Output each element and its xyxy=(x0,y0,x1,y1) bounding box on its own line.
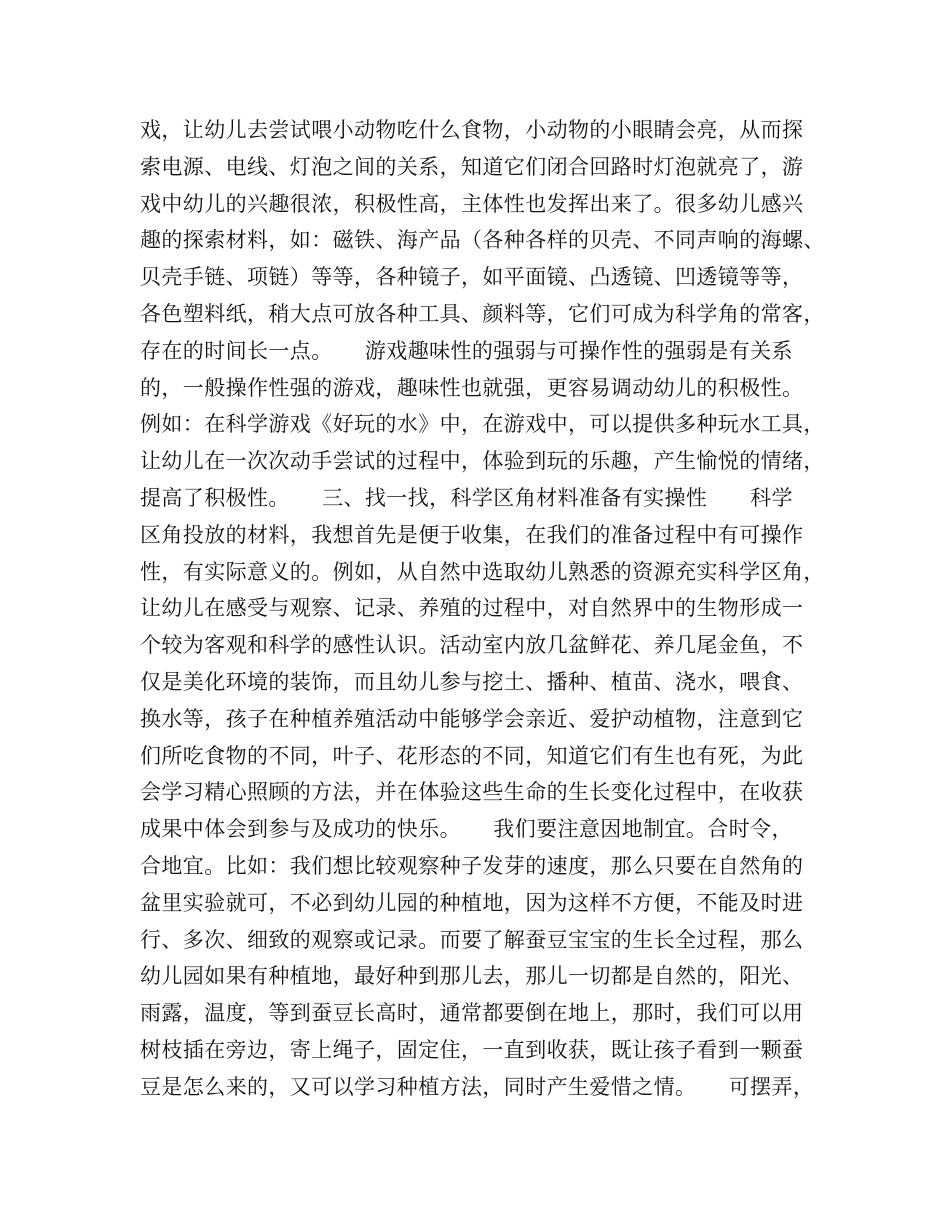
text-line: 幼儿园如果有种植地，最好种到那儿去，那儿一切都是自然的，阳光、 xyxy=(140,964,804,989)
text-line: 索电源、电线、灯泡之间的关系，知道它们闭合回路时灯泡就亮了，游 xyxy=(140,154,804,179)
text-line: 盆里实验就可，不必到幼儿园的种植地，因为这样不方便，不能及时进 xyxy=(140,890,804,915)
text-line: 让幼儿在一次次动手尝试的过程中，体验到玩的乐趣，产生愉悦的情绪， xyxy=(140,449,825,474)
text-line: 行、多次、细致的观察或记录。而要了解蚕豆宝宝的生长全过程，那么 xyxy=(140,927,804,952)
text-line: 提高了积极性。 三、找一找，科学区角材料准备有实操性 科学 xyxy=(140,485,793,510)
text-line: 让幼儿在感受与观察、记录、养殖的过程中，对自然界中的生物形成一 xyxy=(140,596,804,621)
text-line: 个较为客观和科学的感性认识。活动室内放几盆鲜花、养几尾金鱼，不 xyxy=(140,633,804,658)
text-line: 贝壳手链、项链）等等，各种镜子，如平面镜、凸透镜、凹透镜等等， xyxy=(140,265,804,290)
text-line: 树枝插在旁边，寄上绳子，固定住，一直到收获，既让孩子看到一颗蚕 xyxy=(140,1037,804,1062)
body-text xyxy=(140,112,840,1106)
text-line: 存在的时间长一点。 游戏趣味性的强弱与可操作性的强弱是有关系 xyxy=(140,338,793,363)
text-line: 各色塑料纸，稍大点可放各种工具、颜料等，它们可成为科学角的常客， xyxy=(140,301,825,326)
text-line: 区角投放的材料，我想首先是便于收集，在我们的准备过程中有可操作 xyxy=(140,522,804,547)
text-line: 戏中幼儿的兴趣很浓，积极性高，主体性也发挥出来了。很多幼儿感兴 xyxy=(140,191,804,216)
text-line: 们所吃食物的不同，叶子、花形态的不同，知道它们有生也有死，为此 xyxy=(140,743,804,768)
text-line: 合地宜。比如：我们想比较观察种子发芽的速度，那么只要在自然角的 xyxy=(140,853,804,878)
text-line: 性，有实际意义的。例如，从自然中选取幼儿熟悉的资源充实科学区角， xyxy=(140,559,825,584)
text-line: 豆是怎么来的，又可以学习种植方法，同时产生爱惜之情。 可摆弄， xyxy=(140,1074,815,1099)
text-line: 换水等，孩子在种植养殖活动中能够学会亲近、爱护动植物，注意到它 xyxy=(140,706,804,731)
text-line: 例如：在科学游戏《好玩的水》中，在游戏中，可以提供多种玩水工具， xyxy=(140,412,825,437)
text-line: 戏，让幼儿去尝试喂小动物吃什么食物，小动物的小眼睛会亮，从而探 xyxy=(140,118,804,142)
text-line: 雨露，温度，等到蚕豆长高时，通常都要倒在地上，那时，我们可以用 xyxy=(140,1001,804,1026)
text-line: 成果中体会到参与及成功的快乐。 我们要注意因地制宜。合时令， xyxy=(140,817,793,842)
text-line: 的，一般操作性强的游戏，趣味性也就强，更容易调动幼儿的积极性。 xyxy=(140,375,804,400)
text-line: 趣的探索材料，如：磁铁、海产品（各种各样的贝壳、不同声响的海螺、 xyxy=(140,228,825,253)
text-line: 会学习精心照顾的方法，并在体验这些生命的生长变化过程中，在收获 xyxy=(140,780,804,805)
text-line: 仅是美化环境的装饰，而且幼儿参与挖土、播种、植苗、浇水，喂食、 xyxy=(140,669,804,694)
